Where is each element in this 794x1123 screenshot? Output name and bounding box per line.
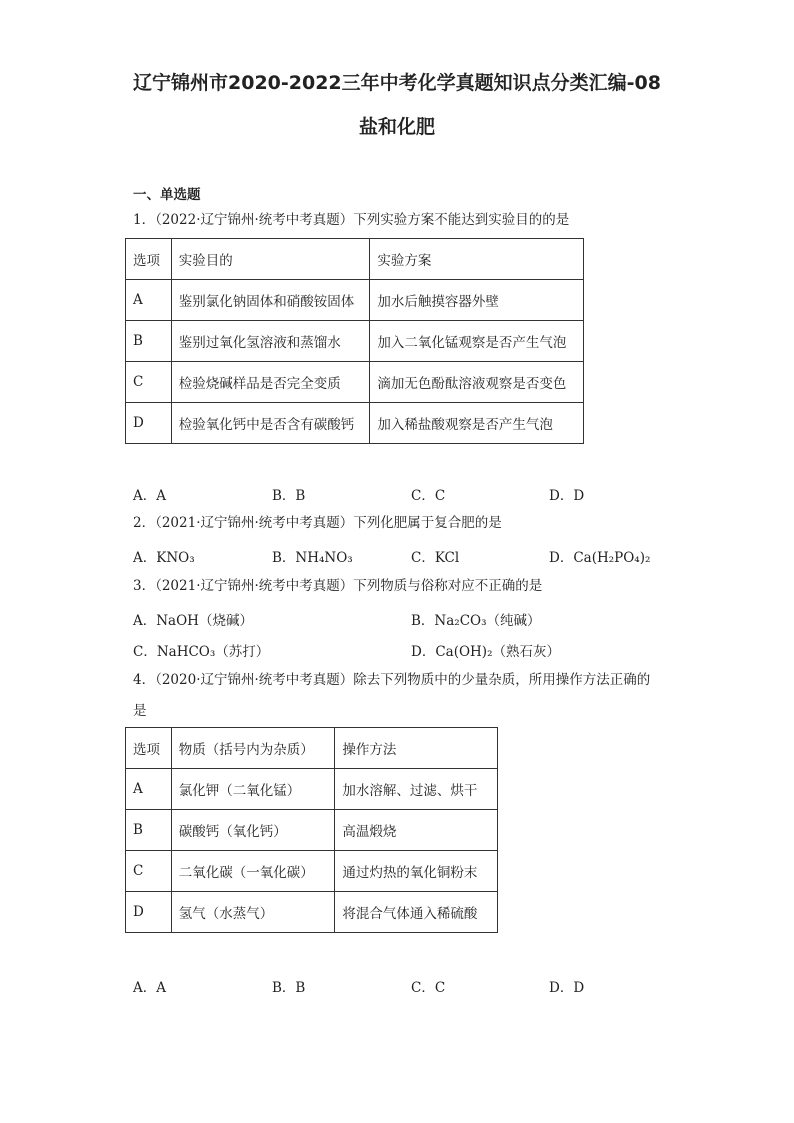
q2-stem: 2．（2021·辽宁锦州·统考中考真题）下列化肥属于复合肥的是 — [133, 515, 502, 531]
table-row — [126, 851, 498, 892]
document-title: 辽宁锦州市2020-2022三年中考化学真题知识点分类汇编-08 — [133, 72, 661, 94]
q1-stem: 1．（2022·辽宁锦州·统考中考真题）下列实验方案不能达到实验目的的是 — [133, 212, 570, 228]
table-cell: D — [126, 403, 172, 444]
q1-option-a[interactable]: A．A — [133, 488, 166, 504]
table-cell: 通过灼热的氧化铜粉末 — [335, 851, 498, 892]
q2-option-d[interactable]: D．Ca(H₂PO₄)₂ — [549, 550, 651, 566]
q3-option-c[interactable]: C．NaHCO₃（苏打） — [133, 644, 270, 660]
table-cell: 鉴别过氧化氢溶液和蒸馏水 — [171, 321, 370, 362]
table-cell: D — [126, 892, 172, 933]
table-cell: A — [126, 769, 172, 810]
table-header-row — [126, 728, 498, 769]
q4-stem-line1: 4．（2020·辽宁锦州·统考中考真题）除去下列物质中的少量杂质，所用操作方法正确的 — [133, 672, 651, 688]
table-header-cell: 物质（括号内为杂质） — [171, 728, 335, 769]
table-row — [126, 403, 584, 444]
table-cell: 检验烧碱样品是否完全变质 — [171, 362, 370, 403]
q4-option-c[interactable]: C．C — [411, 980, 446, 996]
q4-table — [125, 727, 498, 933]
table-cell: 加入稀盐酸观察是否产生气泡 — [370, 403, 584, 444]
q3-option-a[interactable]: A．NaOH（烧碱） — [133, 613, 253, 629]
table-header-cell: 实验方案 — [370, 239, 584, 280]
q1-option-b[interactable]: B．B — [272, 488, 306, 504]
q2-option-c[interactable]: C．KCl — [411, 550, 460, 566]
table-cell: C — [126, 851, 172, 892]
table-row — [126, 810, 498, 851]
table-cell: C — [126, 362, 172, 403]
table-row — [126, 321, 584, 362]
q1-option-d[interactable]: D．D — [549, 488, 585, 504]
table-cell: 加入二氧化锰观察是否产生气泡 — [370, 321, 584, 362]
table-cell: A — [126, 280, 172, 321]
q4-option-a[interactable]: A．A — [133, 980, 166, 996]
table-cell: 二氧化碳（一氧化碳） — [171, 851, 335, 892]
table-row — [126, 280, 584, 321]
table-header-cell: 选项 — [126, 239, 172, 280]
table-cell: B — [126, 321, 172, 362]
table-cell: 加水后触摸容器外壁 — [370, 280, 584, 321]
table-cell: 鉴别氯化钠固体和硝酸铵固体 — [171, 280, 370, 321]
table-cell: 氢气（水蒸气） — [171, 892, 335, 933]
table-header-row — [126, 239, 584, 280]
table-header-cell: 选项 — [126, 728, 172, 769]
q3-option-d[interactable]: D．Ca(OH)₂（熟石灰） — [411, 644, 560, 660]
table-row — [126, 892, 498, 933]
section-heading: 一、单选题 — [133, 187, 201, 203]
q3-stem: 3．（2021·辽宁锦州·统考中考真题）下列物质与俗称对应不正确的是 — [133, 578, 543, 594]
table-header-cell: 实验目的 — [171, 239, 370, 280]
table-row — [126, 769, 498, 810]
q4-option-b[interactable]: B．B — [272, 980, 306, 996]
table-cell: 碳酸钙（氧化钙） — [171, 810, 335, 851]
table-cell: 检验氧化钙中是否含有碳酸钙 — [171, 403, 370, 444]
table-cell: B — [126, 810, 172, 851]
table-cell: 将混合气体通入稀硫酸 — [335, 892, 498, 933]
q2-option-b[interactable]: B．NH₄NO₃ — [272, 550, 353, 566]
q4-option-d[interactable]: D．D — [549, 980, 585, 996]
table-row — [126, 362, 584, 403]
q1-table — [125, 238, 584, 444]
q2-option-a[interactable]: A．KNO₃ — [133, 550, 195, 566]
table-cell: 滴加无色酚酞溶液观察是否变色 — [370, 362, 584, 403]
q3-option-b[interactable]: B．Na₂CO₃（纯碱） — [411, 613, 541, 629]
table-cell: 高温煅烧 — [335, 810, 498, 851]
table-cell: 氯化钾（二氧化锰） — [171, 769, 335, 810]
q4-stem-line2: 是 — [133, 703, 147, 719]
document-subtitle: 盐和化肥 — [358, 116, 435, 138]
q1-option-c[interactable]: C．C — [411, 488, 446, 504]
table-cell: 加水溶解、过滤、烘干 — [335, 769, 498, 810]
table-header-cell: 操作方法 — [335, 728, 498, 769]
